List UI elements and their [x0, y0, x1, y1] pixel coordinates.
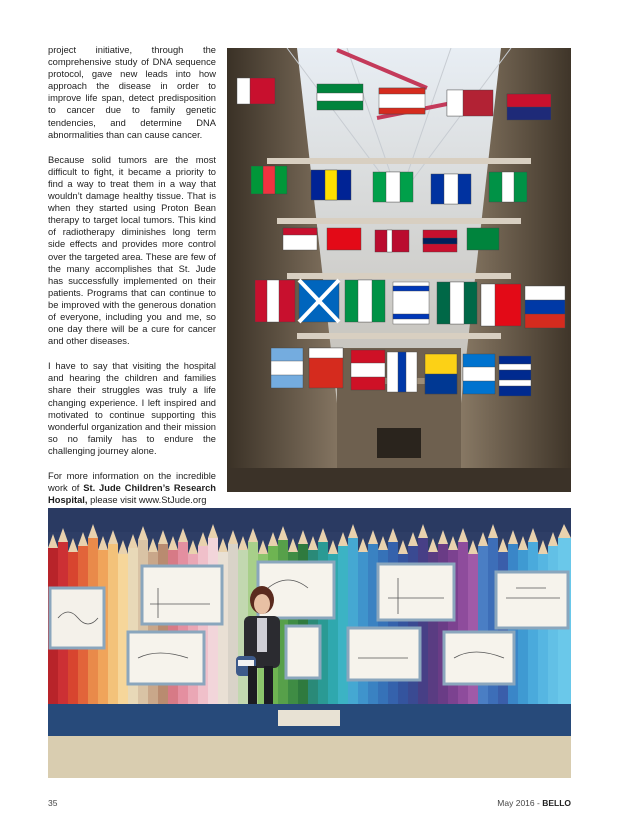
issue-footer [497, 798, 571, 808]
closing-hospital-name: St. Jude Children’s Research Hospital, [48, 483, 216, 506]
closing-prefix: For more information on the incredible work of [48, 471, 216, 494]
article-closing-paragraph [48, 470, 216, 506]
closing-suffix: please visit www.StJude.org [87, 495, 207, 506]
atrium-flags-image [227, 48, 571, 492]
page-number: 35 [48, 798, 58, 808]
atrium-flags-photo [227, 48, 571, 492]
article-text-column [48, 44, 216, 519]
article-paragraph-2: Because solid tumors are the most difficult to fight, it became a priority to find a way to treat them in a way that wouldn’t damage healthy tissue. That is when they started using Proton Bean therapy to target local tumors. This kind of radiotherapy diminishes long term side effects and provides more control over the targeted area. These are few of the many accomplishes that St. Jude has successfully implemented on their patients. Programs that can continue to be improved with the generous donation of everyone, including you and me, so one day there will be a cure for cancer and other diseases. [48, 154, 216, 347]
gallery-pencil-wall-photo [48, 508, 571, 778]
issue-date: May 2016 - [497, 798, 543, 808]
gallery-pencil-wall-image [48, 508, 571, 778]
article-paragraph-1: project initiative, through the comprehensive study of DNA sequence protocol, gave new leads into how approach the disease in order to improve life span, detect predisposition to cancer due to family genetic tendencies, and determine DNA abnormalities than can cause cancer. [48, 45, 216, 140]
brand-name: BELLO [542, 798, 571, 808]
article-paragraph-3: I have to say that visiting the hospital and hearing the children and families share their struggles was truly a life changing experience. I left inspired and motivated to continue supporting this wonderful organization and their mission so no family has to endure the challenging journey alone. [48, 361, 216, 456]
